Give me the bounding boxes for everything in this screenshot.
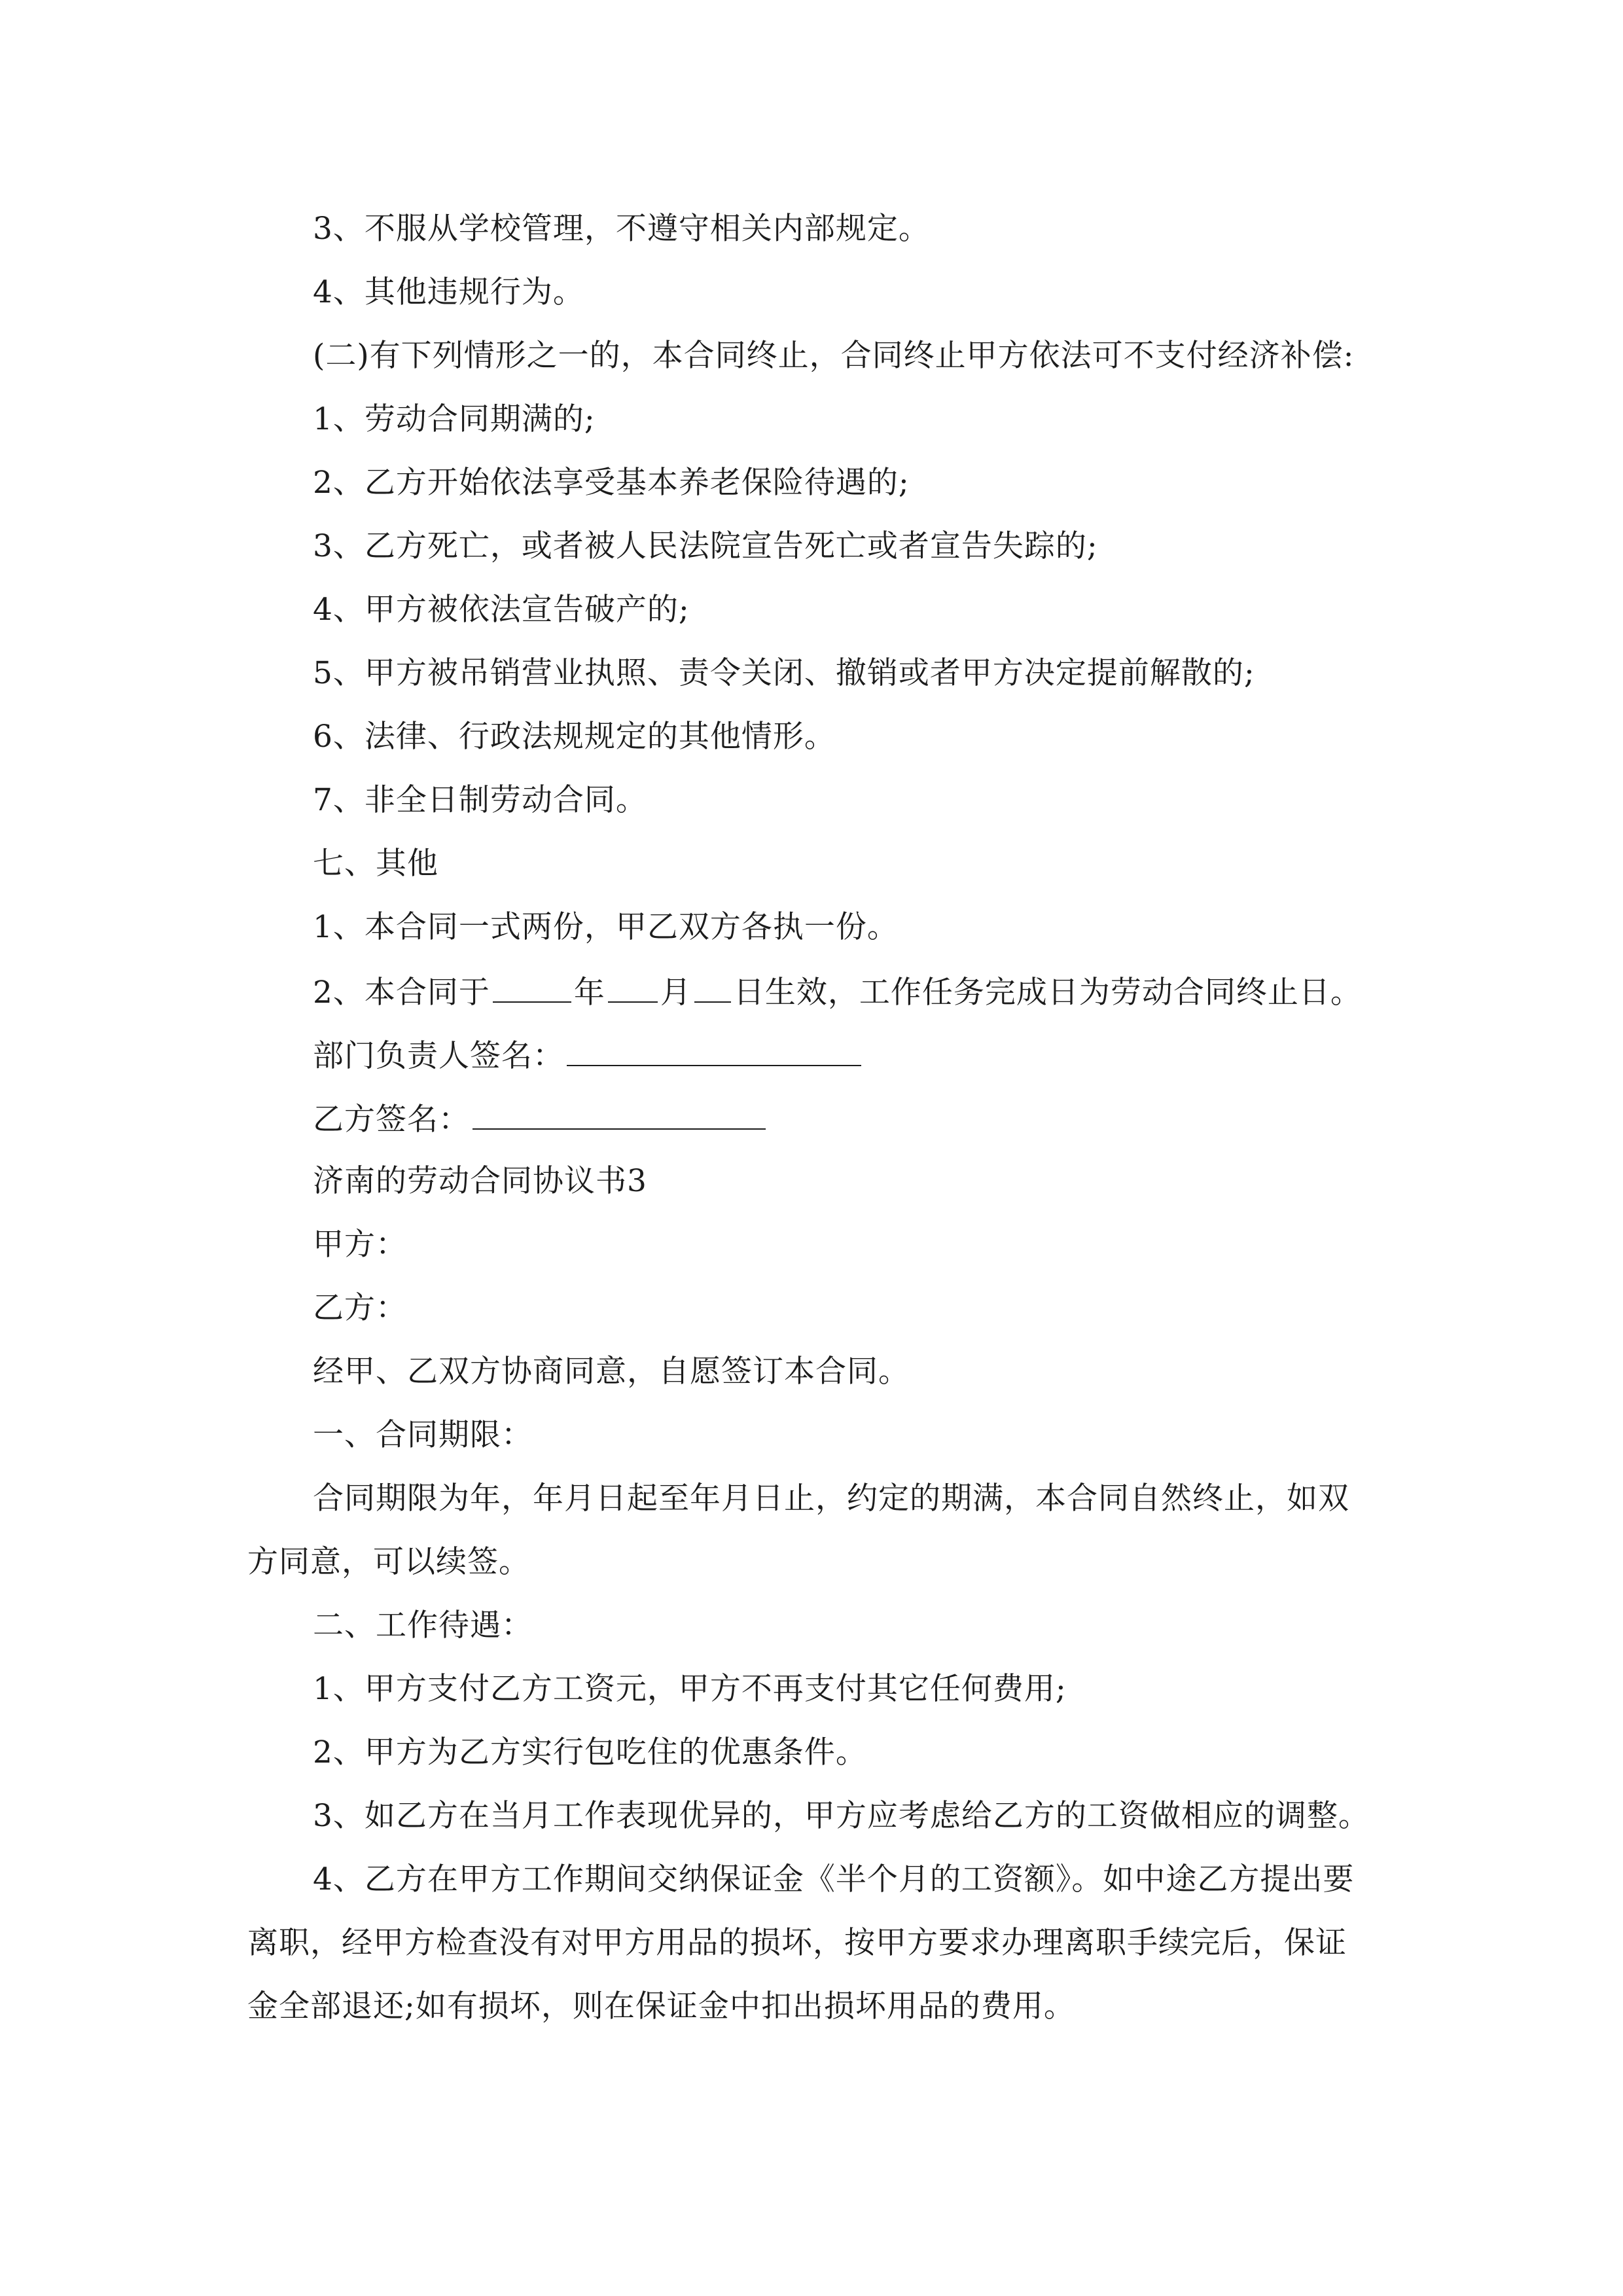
- clause-line: 5、甲方被吊销营业执照、责令关闭、撤销或者甲方决定提前解散的;: [313, 655, 1255, 691]
- section-heading: 二、工作待遇：: [313, 1607, 533, 1643]
- section-heading: 一、合同期限：: [313, 1417, 533, 1453]
- paragraph-line: 金全部退还;如有损坏，则在保证金中扣出损坏用品的费用。: [247, 1988, 1075, 2024]
- clause-line: 1、劳动合同期满的;: [313, 401, 596, 437]
- clause-line: 2、乙方开始依法享受基本养老保险待遇的;: [313, 465, 910, 501]
- clause-line: 3、不服从学校管理，不遵守相关内部规定。: [313, 211, 930, 247]
- clause-line: 7、非全日制劳动合同。: [313, 782, 647, 818]
- effective-prefix: 2、本合同于: [313, 975, 490, 1011]
- paragraph-line: 4、乙方在甲方工作期间交纳保证金《半个月的工资额》。如中途乙方提出要: [313, 1861, 1355, 1897]
- month-label: 月: [660, 975, 692, 1011]
- effective-date-line: [0, 971, 1623, 1013]
- effective-suffix: 日生效，工作任务完成日为劳动合同终止日。: [733, 975, 1362, 1011]
- clause-line: 4、其他违规行为。: [313, 274, 584, 310]
- section-heading: 七、其他: [313, 846, 438, 882]
- year-blank[interactable]: [493, 971, 571, 1003]
- month-blank[interactable]: [608, 971, 658, 1003]
- party-a-label: 甲方：: [313, 1227, 407, 1263]
- party-b-signature-blank[interactable]: [473, 1098, 766, 1130]
- clause-line: (二)有下列情形之一的，本合同终止，合同终止甲方依法可不支付经济补偿:: [313, 338, 1355, 374]
- intro-text: 经甲、乙双方协商同意，自愿签订本合同。: [313, 1354, 910, 1390]
- clause-line: 2、甲方为乙方实行包吃住的优惠条件。: [313, 1734, 867, 1770]
- clause-line: 6、法律、行政法规规定的其他情形。: [313, 719, 836, 755]
- document-title: 济南的劳动合同协议书3: [313, 1163, 647, 1199]
- dept-head-signature-label: 部门负责人签名：: [313, 1038, 564, 1074]
- party-b-signature-label: 乙方签名：: [313, 1102, 470, 1138]
- year-label: 年: [573, 975, 605, 1011]
- paragraph-line: 离职，经甲方检查没有对甲方用品的损坏，按甲方要求办理离职手续完后，保证: [247, 1925, 1347, 1961]
- party-b-label: 乙方：: [313, 1290, 407, 1326]
- day-blank[interactable]: [694, 971, 731, 1003]
- clause-line: 3、如乙方在当月工作表现优异的，甲方应考虑给乙方的工资做相应的调整。: [313, 1798, 1370, 1834]
- clause-line: 1、甲方支付乙方工资元，甲方不再支付其它任何费用;: [313, 1671, 1067, 1707]
- clause-line: 1、本合同一式两份，甲乙双方各执一份。: [313, 909, 899, 945]
- dept-head-signature-blank[interactable]: [567, 1035, 861, 1066]
- dept-head-signature-line: [0, 1035, 1623, 1076]
- party-b-signature-line: [0, 1098, 1623, 1139]
- paragraph-line: 合同期限为年，年月日起至年月日止，约定的期满，本合同自然终止，如双: [313, 1480, 1349, 1516]
- paragraph-line: 方同意，可以续签。: [247, 1544, 530, 1580]
- clause-line: 4、甲方被依法宣告破产的;: [313, 592, 690, 628]
- clause-line: 3、乙方死亡，或者被人民法院宣告死亡或者宣告失踪的;: [313, 528, 1098, 564]
